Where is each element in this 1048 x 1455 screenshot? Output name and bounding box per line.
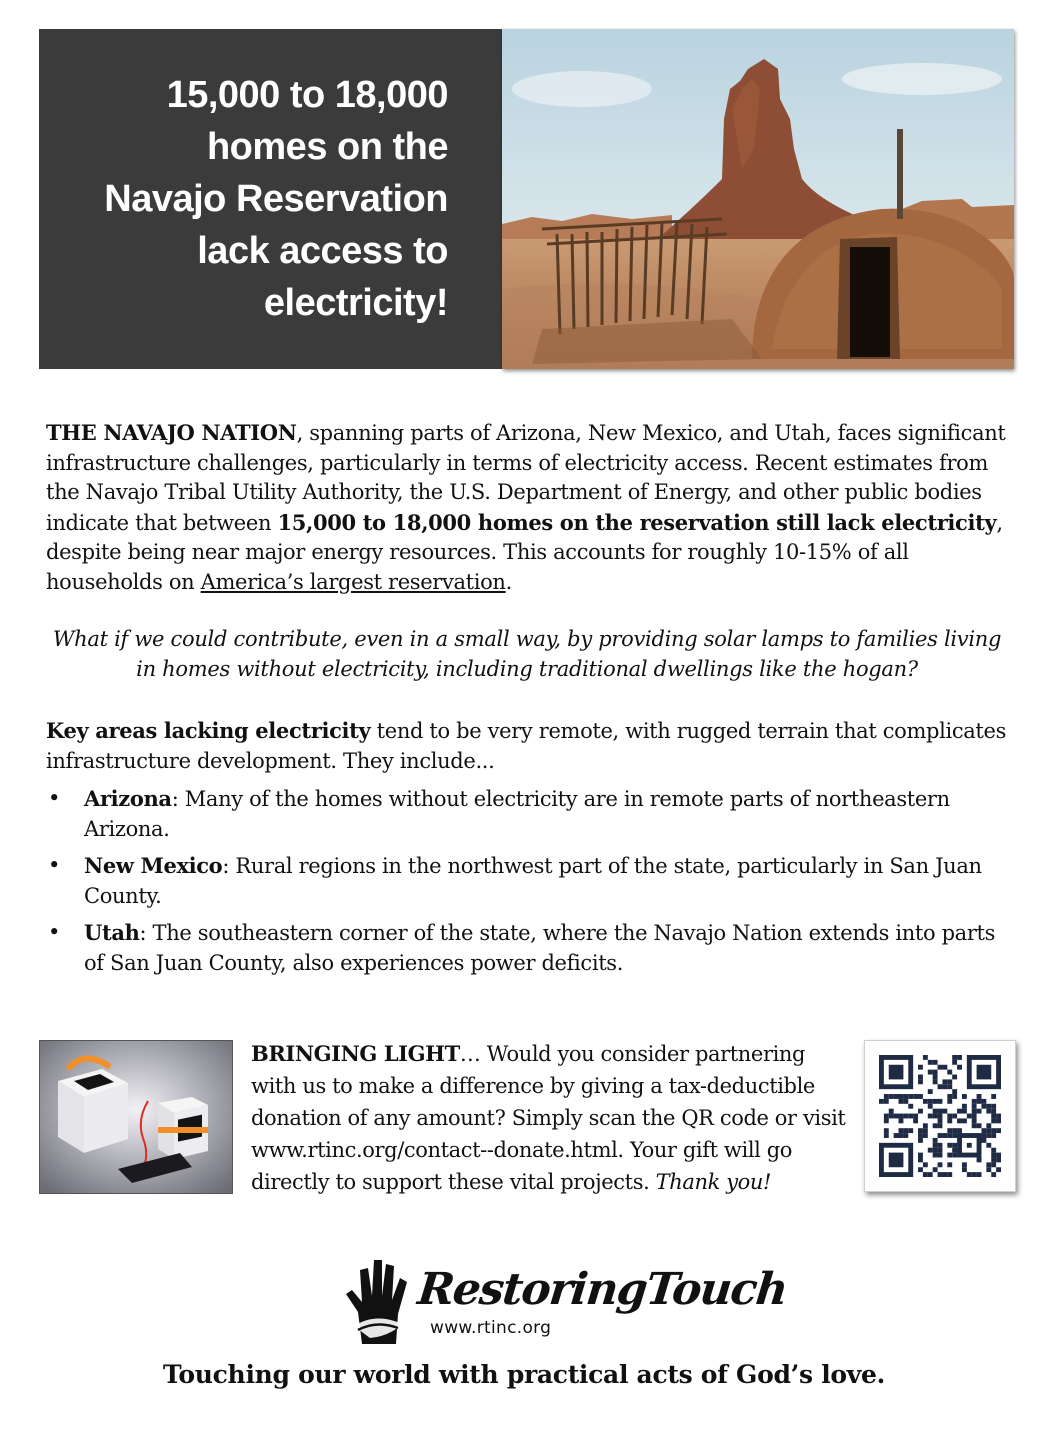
bullet-icon: • [47, 786, 61, 810]
donation-call-to-action: BRINGING LIGHT… Would you consider partnering with us to make a difference by giving a tax-deductible donation of any amount? Simply scan the QR code or visit www.rtinc.org/contact--donate.html. Your gift will go directly to support these vital projects. Thank you! [251, 1041, 846, 1194]
hogan-monument-valley-photo [502, 29, 1014, 369]
key-areas-list [46, 784, 1008, 985]
logo-wordmark: RestoringTouch [415, 1264, 790, 1315]
key-areas-paragraph: Key areas lacking electricity tend to be very remote, with rugged terrain that complicates infrastructure development. They include... [46, 718, 1007, 773]
hogan-photo-illustration [502, 29, 1014, 369]
restoring-touch-logo[interactable] [340, 1252, 790, 1348]
header-banner [39, 29, 502, 369]
tagline: Touching our world with practical acts of God’s love. [162, 1360, 886, 1389]
list-item-arizona: • Arizona: Many of the homes without electricity are in remote parts of northeastern Arizona. [47, 786, 950, 841]
bullet-icon: • [47, 920, 61, 944]
question-paragraph: What if we could contribute, even in a small way, by providing solar lamps to families living in homes without electricity, including traditional dwellings like the hogan? [52, 627, 1002, 681]
list-item-new-mexico: • New Mexico: Rural regions in the northwest part of the state, particularly in San Juan County. [47, 853, 982, 908]
solar-lantern-illustration [40, 1041, 232, 1193]
intro-paragraph: THE NAVAJO NATION, spanning parts of Arizona, New Mexico, and Utah, faces significant infrastructure challenges, particularly in terms of electricity access. Recent estimates from the Navajo Tribal Utility Authority, the U.S. Department of Energy, and other public bodies indicate that between 15,000 to 18,000 homes on the reservation still lack electricity, despite being near major energy resources. This accounts for roughly 10-15% of all households on America’s largest reservation. [46, 420, 1006, 594]
headline: 15,000 to 18,000 homes on the Navajo Reservation lack access to electricity! [104, 74, 448, 324]
largest-reservation-link[interactable]: America’s largest reservation [200, 569, 506, 594]
qr-code-card[interactable] [864, 1040, 1016, 1192]
solar-lantern-photo [39, 1040, 233, 1194]
list-item-utah: • Utah: The southeastern corner of the state, where the Navajo Nation extends into parts of San Juan County, also experiences power deficits. [47, 920, 996, 975]
qr-code-icon[interactable] [879, 1055, 1001, 1177]
logo-url[interactable]: www.rtinc.org [430, 1318, 552, 1338]
handprint-icon [340, 1252, 420, 1348]
bullet-icon: • [47, 853, 61, 877]
